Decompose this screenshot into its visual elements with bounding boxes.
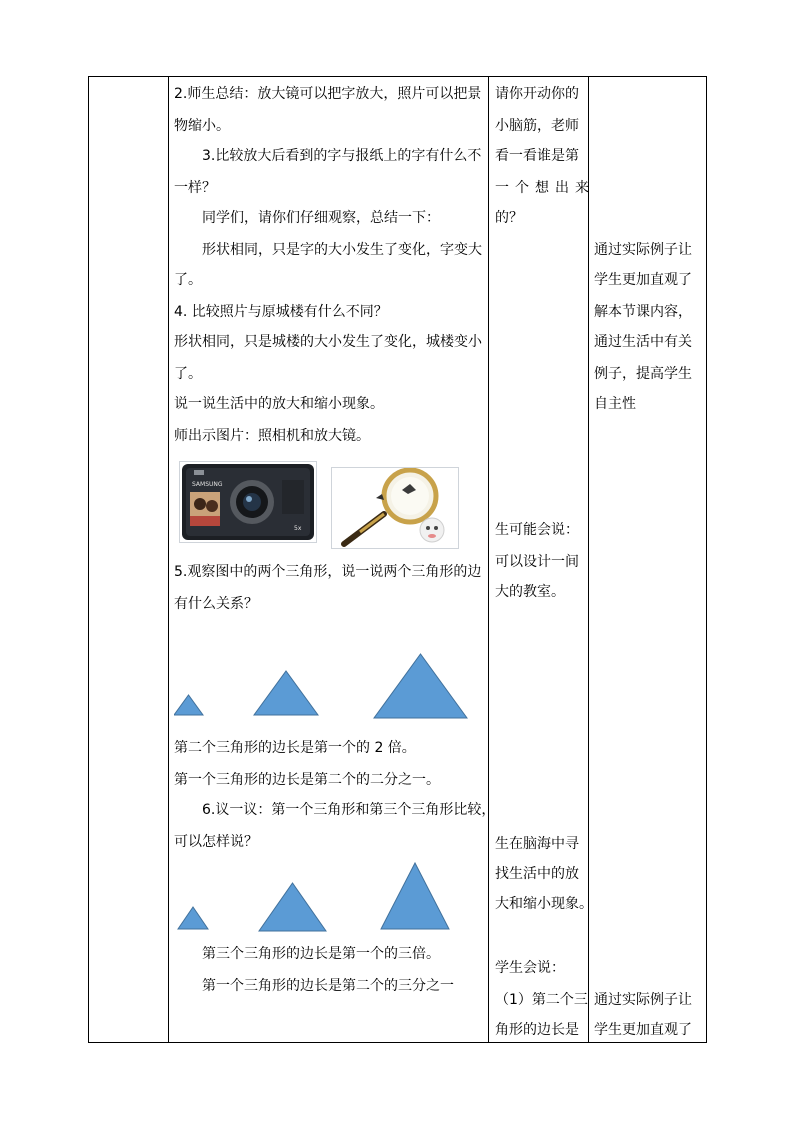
triangle-group-1 xyxy=(174,653,474,723)
student-text: 请你开动你的 xyxy=(495,86,579,102)
process-text: 有什么关系？ xyxy=(174,596,258,612)
process-text: 师出示图片：照相机和放大镜。 xyxy=(174,428,370,444)
lesson-table xyxy=(88,76,707,1043)
process-text: 4. 比较照片与原城楼有什么不同？ xyxy=(174,304,388,320)
process-text: 第一个三角形的边长是第二个的二分之一。 xyxy=(174,772,440,788)
triangle-large xyxy=(381,863,449,929)
triangle-small xyxy=(178,907,208,929)
camera-brand: SAMSUNG xyxy=(192,481,223,488)
process-text: 物缩小。 xyxy=(174,118,230,134)
process-text: 第二个三角形的边长是第一个的 2 倍。 xyxy=(174,740,416,756)
student-text: 大和缩小现象。 xyxy=(495,896,593,912)
process-text: 5.观察图中的两个三角形，说一说两个三角形的边 xyxy=(174,564,482,580)
intent-text: 学生更加直观了 xyxy=(594,1022,692,1038)
intent-text: 通过实际例子让 xyxy=(594,242,692,258)
magnifier-image xyxy=(331,467,459,549)
process-text: 形状相同，只是字的大小发生了变化，字变大 xyxy=(202,242,482,258)
process-text: 一样？ xyxy=(174,180,216,196)
intent-text: 通过实际例子让 xyxy=(594,992,692,1008)
student-text: 可以设计一间 xyxy=(495,554,579,570)
student-text: 大的教室。 xyxy=(495,584,565,600)
triangle-medium xyxy=(259,883,326,931)
student-text: 生可能会说： xyxy=(495,522,579,538)
process-text: 了。 xyxy=(174,366,202,382)
student-text: 的？ xyxy=(495,210,523,226)
column-divider xyxy=(168,77,169,1042)
intent-text: 自主性 xyxy=(594,396,636,412)
process-text: 同学们，请你们仔细观察，总结一下： xyxy=(202,210,440,226)
intent-text: 例子，提高学生 xyxy=(594,366,692,382)
process-text: 3.比较放大后看到的字与报纸上的字有什么不 xyxy=(202,148,482,164)
process-text: 2.师生总结：放大镜可以把字放大，照片可以把景 xyxy=(174,86,482,102)
camera-image xyxy=(179,461,317,543)
triangle-medium xyxy=(254,671,318,715)
student-text: 找生活中的放 xyxy=(495,866,579,882)
process-text: 形状相同，只是城楼的大小发生了变化，城楼变小 xyxy=(174,334,482,350)
process-text: 6.议一议：第一个三角形和第三个三角形比较， xyxy=(202,802,496,818)
student-text: 生在脑海中寻 xyxy=(495,836,579,852)
student-text: 一个想出来 xyxy=(495,180,595,196)
process-text: 第一个三角形的边长是第二个的三分之一 xyxy=(202,978,454,994)
triangle-group-2 xyxy=(174,861,474,933)
intent-text: 通过生活中有关 xyxy=(594,334,692,350)
process-text: 了。 xyxy=(174,272,202,288)
triangle-large xyxy=(374,654,467,718)
triangle-small xyxy=(174,695,203,715)
student-text: 小脑筋，老师 xyxy=(495,118,579,134)
student-text: 角形的边长是 xyxy=(495,1022,579,1038)
intent-text: 学生更加直观了 xyxy=(594,272,692,288)
process-text: 说一说生活中的放大和缩小现象。 xyxy=(174,396,384,412)
intent-text: 解本节课内容， xyxy=(594,304,692,320)
process-text: 第三个三角形的边长是第一个的三倍。 xyxy=(202,946,440,962)
student-text: 看一看谁是第 xyxy=(495,148,579,164)
camera-zoom-label: 5x xyxy=(294,525,302,532)
process-text: 可以怎样说？ xyxy=(174,834,258,850)
student-text: 学生会说： xyxy=(495,960,565,976)
student-text: （1）第二个三 xyxy=(495,992,588,1008)
